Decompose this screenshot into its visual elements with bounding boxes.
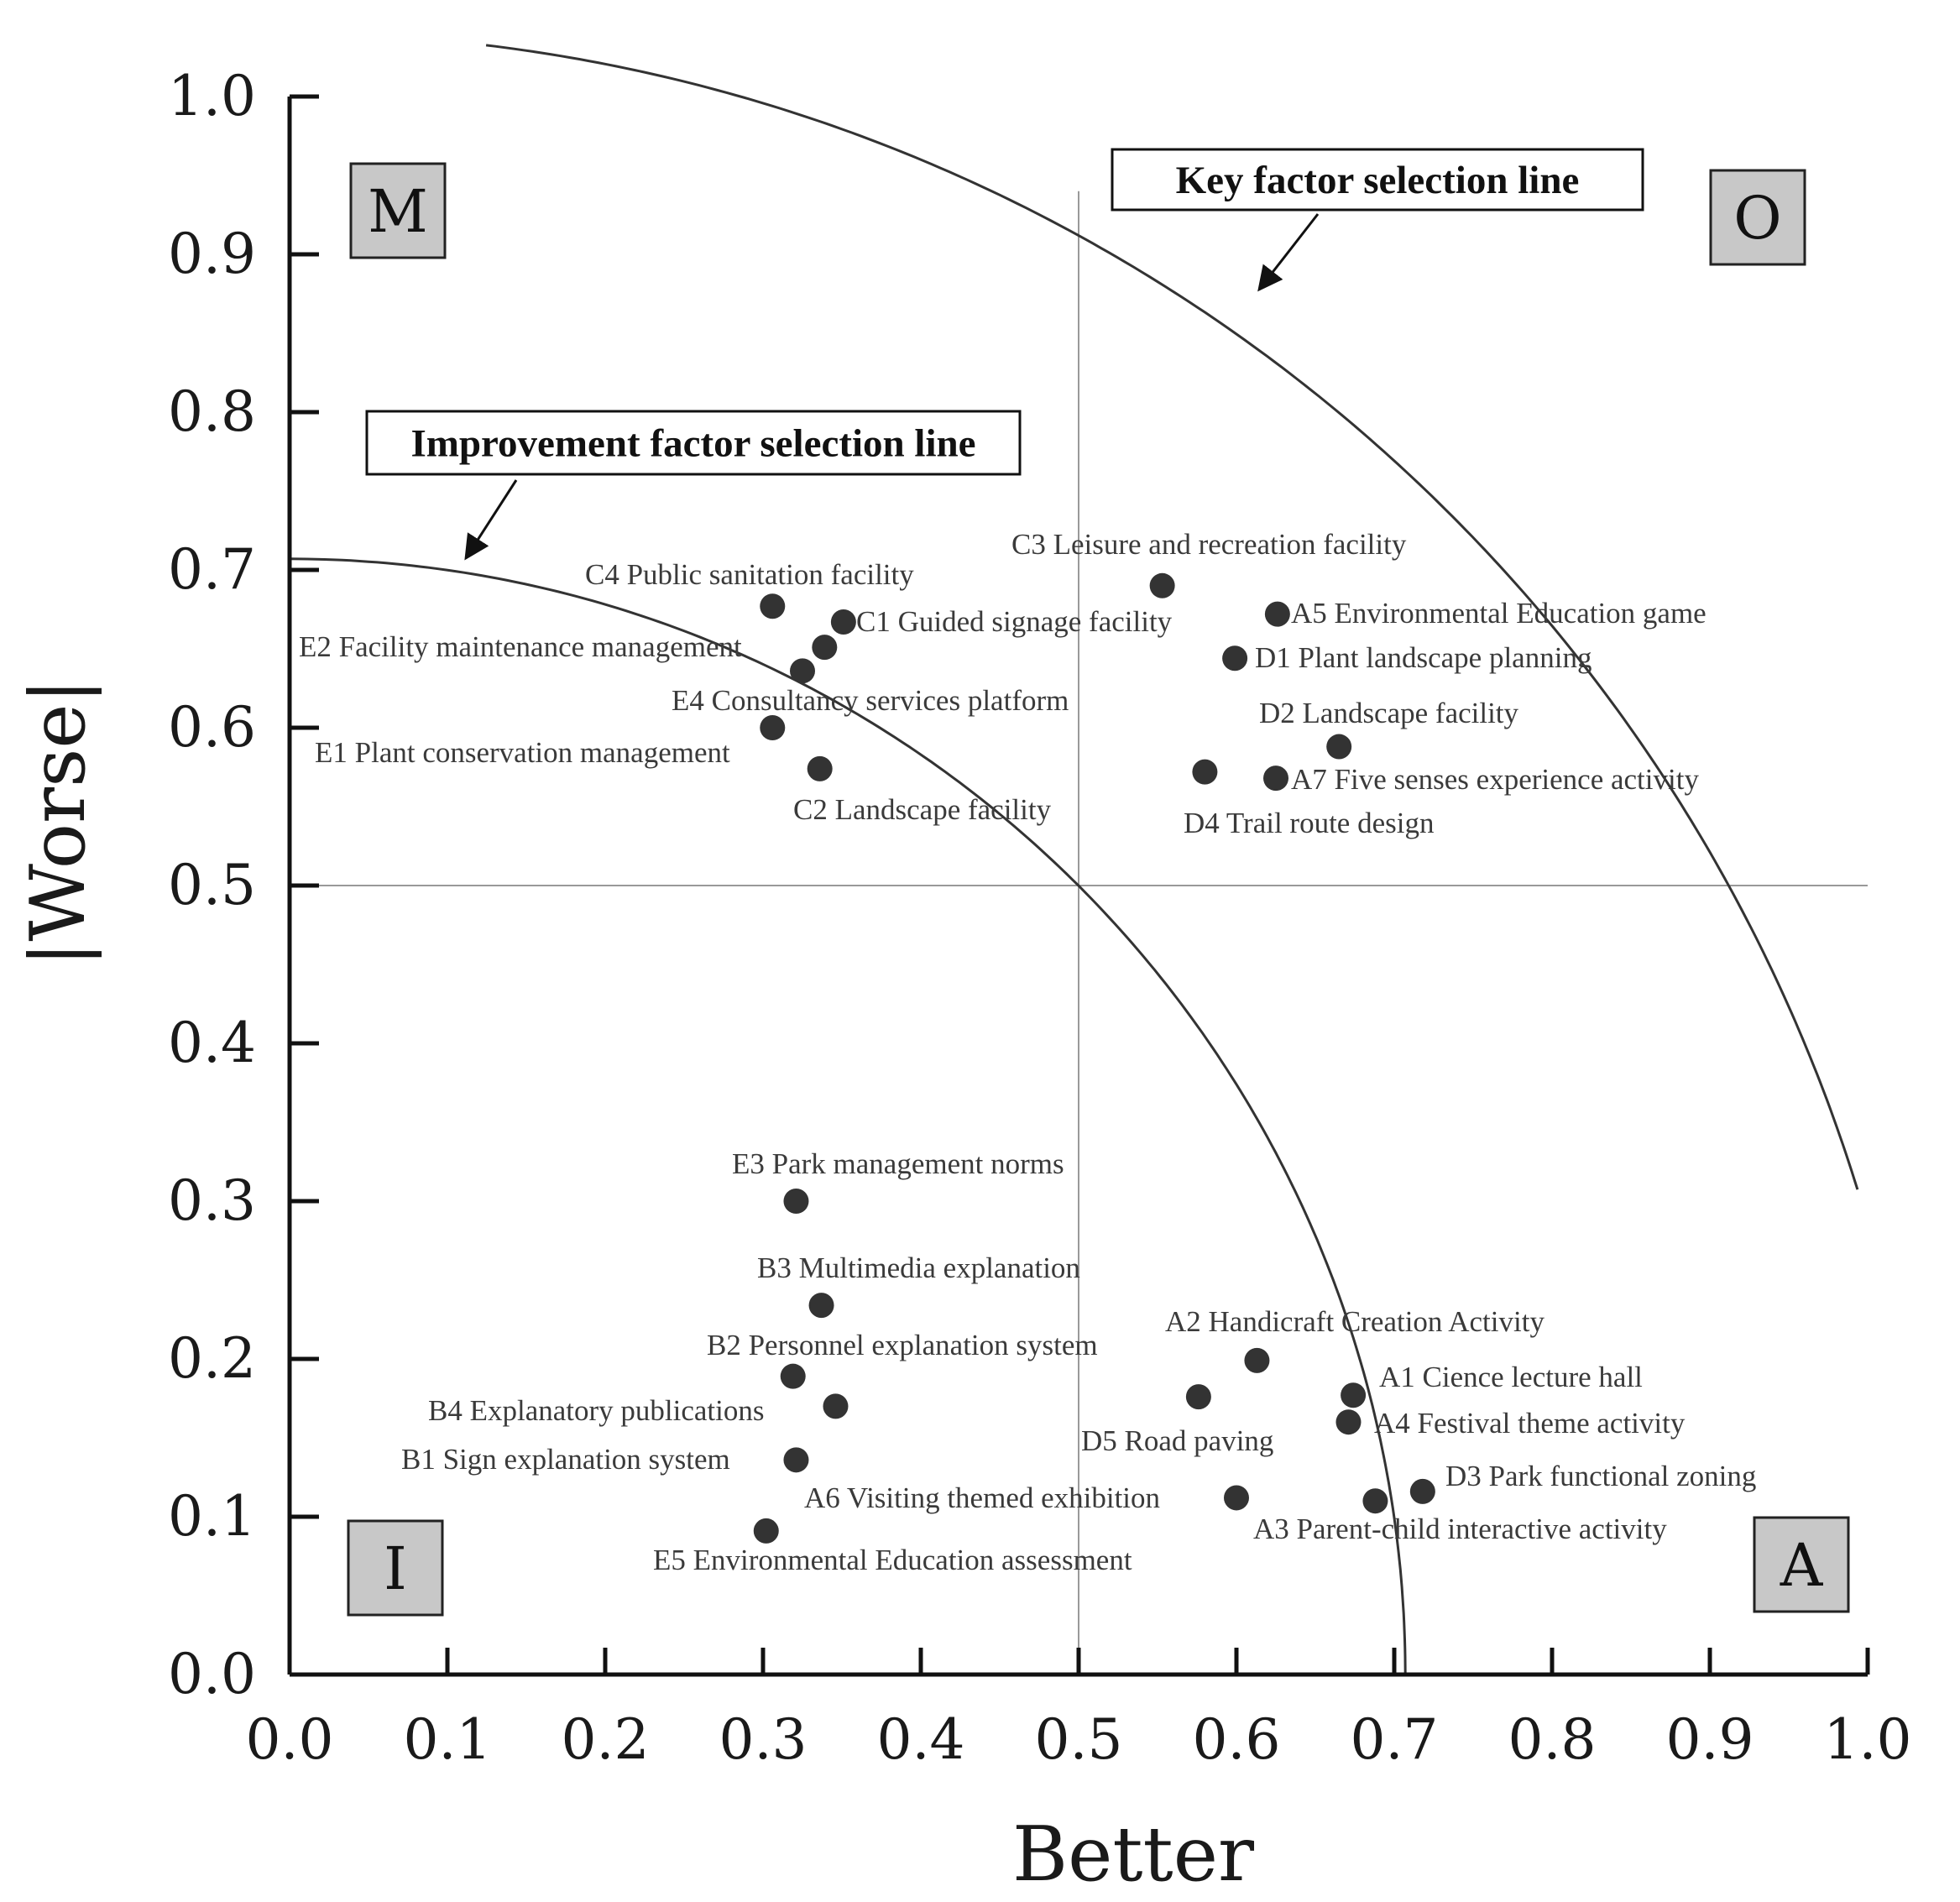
data-point-d5 bbox=[1186, 1384, 1211, 1409]
data-label-e5: E5 Environmental Education assessment bbox=[653, 1544, 1132, 1576]
improvement-callout-arrow bbox=[466, 480, 516, 558]
data-point-d3 bbox=[1410, 1479, 1435, 1504]
x-tick-label: 0.8 bbox=[1508, 1707, 1597, 1772]
improvement-callout-label: Improvement factor selection line bbox=[410, 421, 976, 466]
data-point-b2 bbox=[781, 1364, 806, 1389]
data-point-labels bbox=[299, 528, 1756, 1576]
y-tick-label: 0.5 bbox=[168, 853, 256, 917]
data-label-d2: D2 Landscape facility bbox=[1259, 697, 1519, 729]
data-point-c4 bbox=[760, 593, 785, 619]
data-point-a6 bbox=[1224, 1485, 1249, 1510]
data-label-d5: D5 Road paving bbox=[1081, 1424, 1274, 1457]
data-label-a2: A2 Handicraft Creation Activity bbox=[1165, 1305, 1544, 1338]
data-point-d4 bbox=[1192, 760, 1217, 785]
data-label-c4: C4 Public sanitation facility bbox=[585, 558, 914, 591]
data-point-d2 bbox=[1326, 734, 1351, 760]
data-label-e2: E2 Facility maintenance management bbox=[299, 630, 742, 663]
data-label-c2: C2 Landscape facility bbox=[793, 793, 1052, 826]
quadrant-label-a: A bbox=[1780, 1531, 1823, 1600]
data-point-e5 bbox=[754, 1518, 779, 1544]
y-tick-label: 0.1 bbox=[168, 1484, 256, 1549]
y-tick-label: 0.3 bbox=[168, 1168, 256, 1233]
data-label-a3: A3 Parent-child interactive activity bbox=[1253, 1513, 1667, 1545]
x-tick-label: 0.3 bbox=[719, 1707, 808, 1772]
data-label-b3: B3 Multimedia explanation bbox=[757, 1251, 1080, 1284]
y-tick-label: 0.0 bbox=[168, 1642, 256, 1706]
key-callout-arrow bbox=[1259, 214, 1318, 290]
data-label-b4: B4 Explanatory publications bbox=[428, 1394, 765, 1427]
y-tick-label: 0.6 bbox=[168, 695, 256, 760]
data-label-b2: B2 Personnel explanation system bbox=[707, 1329, 1098, 1361]
x-tick-label: 1.0 bbox=[1823, 1707, 1912, 1772]
data-label-d4: D4 Trail route design bbox=[1184, 807, 1435, 839]
data-label-a6: A6 Visiting themed exhibition bbox=[804, 1481, 1161, 1514]
data-label-e3: E3 Park management norms bbox=[732, 1147, 1064, 1180]
y-tick-label: 0.7 bbox=[168, 537, 256, 602]
quadrant-label-o: O bbox=[1733, 184, 1782, 253]
x-tick-label: 0.5 bbox=[1034, 1707, 1123, 1772]
data-point-c2 bbox=[808, 756, 833, 781]
data-label-e4: E4 Consultancy services platform bbox=[672, 684, 1069, 717]
data-label-a1: A1 Cience lecture hall bbox=[1379, 1361, 1643, 1393]
data-point-b4 bbox=[823, 1393, 848, 1419]
x-axis-title: Better bbox=[1011, 1811, 1255, 1899]
y-tick-label: 0.4 bbox=[168, 1011, 256, 1075]
quadrant-label-m: M bbox=[368, 177, 428, 246]
data-point-c1 bbox=[831, 609, 856, 635]
data-label-e1: E1 Plant conservation management bbox=[315, 736, 730, 769]
data-point-a3 bbox=[1362, 1488, 1388, 1513]
y-tick-label: 0.8 bbox=[168, 379, 256, 444]
data-label-d3: D3 Park functional zoning bbox=[1445, 1460, 1757, 1492]
data-point-c3 bbox=[1150, 573, 1175, 598]
quadrant-label-i: I bbox=[384, 1534, 407, 1603]
x-tick-label: 0.2 bbox=[561, 1707, 650, 1772]
data-label-d1: D1 Plant landscape planning bbox=[1255, 641, 1592, 674]
data-point-a1 bbox=[1341, 1382, 1366, 1408]
data-point-e1 bbox=[760, 715, 785, 740]
data-point-b1 bbox=[783, 1447, 808, 1472]
x-tick-label: 0.7 bbox=[1350, 1707, 1439, 1772]
data-label-a4: A4 Festival theme activity bbox=[1374, 1407, 1686, 1440]
data-point-a7 bbox=[1263, 766, 1288, 791]
key-callout-label: Key factor selection line bbox=[1175, 159, 1580, 202]
x-tick-label: 0.6 bbox=[1192, 1707, 1281, 1772]
data-label-a7: A7 Five senses experience activity bbox=[1291, 763, 1699, 796]
data-label-a5: A5 Environmental Education game bbox=[1291, 597, 1707, 630]
data-label-c3: C3 Leisure and recreation facility bbox=[1011, 528, 1407, 561]
data-label-b1: B1 Sign explanation system bbox=[401, 1443, 730, 1476]
x-tick-label: 0.1 bbox=[403, 1707, 492, 1772]
x-tick-label: 0.0 bbox=[245, 1707, 334, 1772]
x-tick-label: 0.9 bbox=[1665, 1707, 1754, 1772]
data-label-c1: C1 Guided signage facility bbox=[856, 605, 1173, 638]
data-point-e2 bbox=[812, 635, 837, 660]
x-tick-label: 0.4 bbox=[876, 1707, 965, 1772]
y-axis-title: |Worse| bbox=[14, 678, 102, 967]
data-point-b3 bbox=[809, 1293, 834, 1318]
data-point-a2 bbox=[1244, 1348, 1269, 1373]
data-point-d1 bbox=[1222, 645, 1247, 671]
y-tick-label: 0.9 bbox=[168, 222, 256, 286]
data-point-e3 bbox=[783, 1189, 808, 1214]
data-point-a4 bbox=[1335, 1409, 1361, 1434]
data-point-a5 bbox=[1265, 602, 1290, 627]
y-tick-label: 0.2 bbox=[168, 1326, 256, 1391]
data-point-e4 bbox=[790, 658, 815, 683]
y-tick-label: 1.0 bbox=[168, 64, 256, 128]
selection-line-callouts bbox=[367, 149, 1643, 558]
